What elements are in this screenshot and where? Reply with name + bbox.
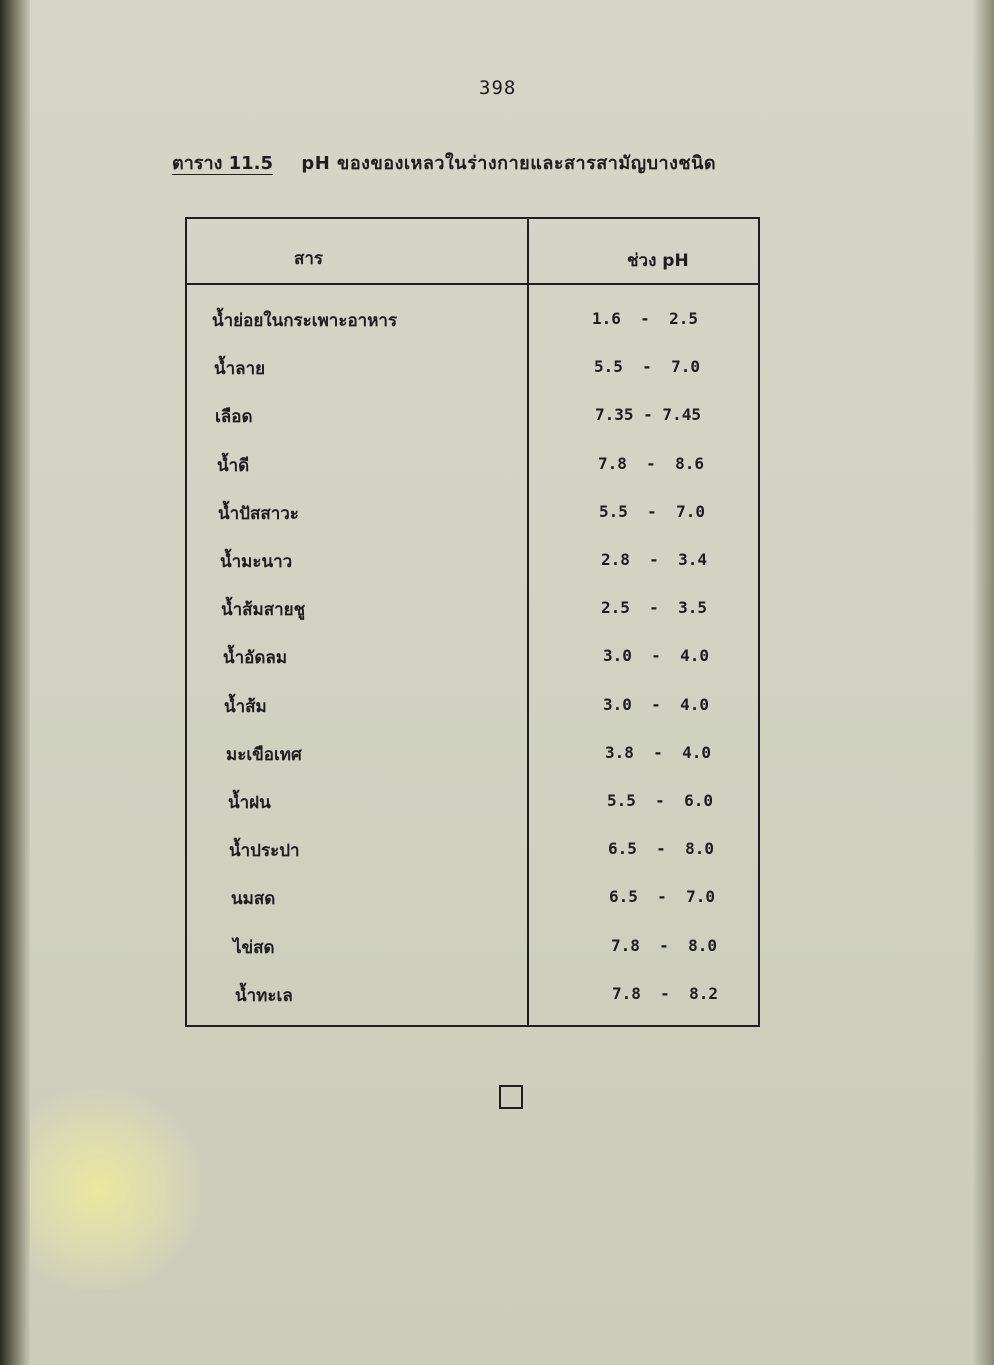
table-row [187,307,758,337]
table-row [187,693,758,723]
ph-range-value: 5.5 - 7.0 [594,357,700,377]
ph-range-value: 7.35 - 7.45 [595,405,701,425]
table-row [187,644,758,674]
substance-name: นมสด [231,889,276,910]
table-row [187,982,758,1012]
substance-name: น้ำส้ม [224,696,267,717]
table-row [187,741,758,771]
page-number: 398 [479,77,517,99]
table-row [187,789,758,819]
table-caption [172,148,716,177]
table-row [187,548,758,578]
table-row [187,934,758,964]
column-header-ph-range: ช่วง pH [627,251,689,271]
ph-range-value: 2.8 - 3.4 [601,550,707,569]
ph-range-value: 2.5 - 3.5 [601,598,707,618]
table-row [187,837,758,867]
substance-name: น้ำส้มสายชู [221,600,306,621]
substance-name: น้ำมะนาว [220,552,293,572]
ph-range-value: 7.8 - 8.2 [612,983,718,1003]
substance-name: ไข่สด [233,937,275,958]
paper-stain [30,1090,200,1290]
ph-range-value: 5.5 - 7.0 [599,501,705,521]
substance-name: น้ำฝน [228,793,271,813]
ph-range-value: 7.8 - 8.6 [598,453,704,473]
header-divider [187,283,758,285]
table-row [187,885,758,915]
column-header-substance: สาร [294,249,324,269]
substance-name: น้ำดี [217,455,250,476]
ph-range-value: 3.8 - 4.0 [605,742,711,762]
table-row [187,500,758,530]
substance-name: น้ำอัดลม [223,648,288,669]
substance-name: น้ำประปา [229,841,300,862]
substance-name: น้ำปัสสาวะ [218,503,299,524]
ph-range-value: 6.5 - 8.0 [608,839,714,859]
substance-name: เลือด [215,407,253,428]
table-title: pH ของของเหลวในร่างกายและสารสามัญบางชนิด [301,153,717,174]
substance-name: น้ำทะเล [235,985,293,1006]
substance-name: น้ำย่อยในกระเพาะอาหาร [212,311,398,331]
ph-range-value: 6.5 - 7.0 [609,887,715,907]
table-row [187,355,758,385]
substance-name: มะเขือเทศ [226,744,302,765]
ph-table [185,217,760,1027]
ph-range-value: 1.6 - 2.5 [592,309,698,328]
table-row [187,596,758,626]
ph-range-value: 3.0 - 4.0 [603,646,709,666]
substance-name: น้ำลาย [214,359,266,380]
ph-range-value: 3.0 - 4.0 [603,694,709,714]
page-right-edge [972,0,994,1365]
table-label: ตาราง 11.5 [172,153,274,174]
end-of-section-square-icon [499,1085,523,1109]
ph-range-value: 5.5 - 6.0 [607,791,713,810]
table-row [187,452,758,482]
table-row [187,403,758,433]
ph-range-value: 7.8 - 8.0 [611,935,717,955]
book-binding-edge [0,0,30,1365]
